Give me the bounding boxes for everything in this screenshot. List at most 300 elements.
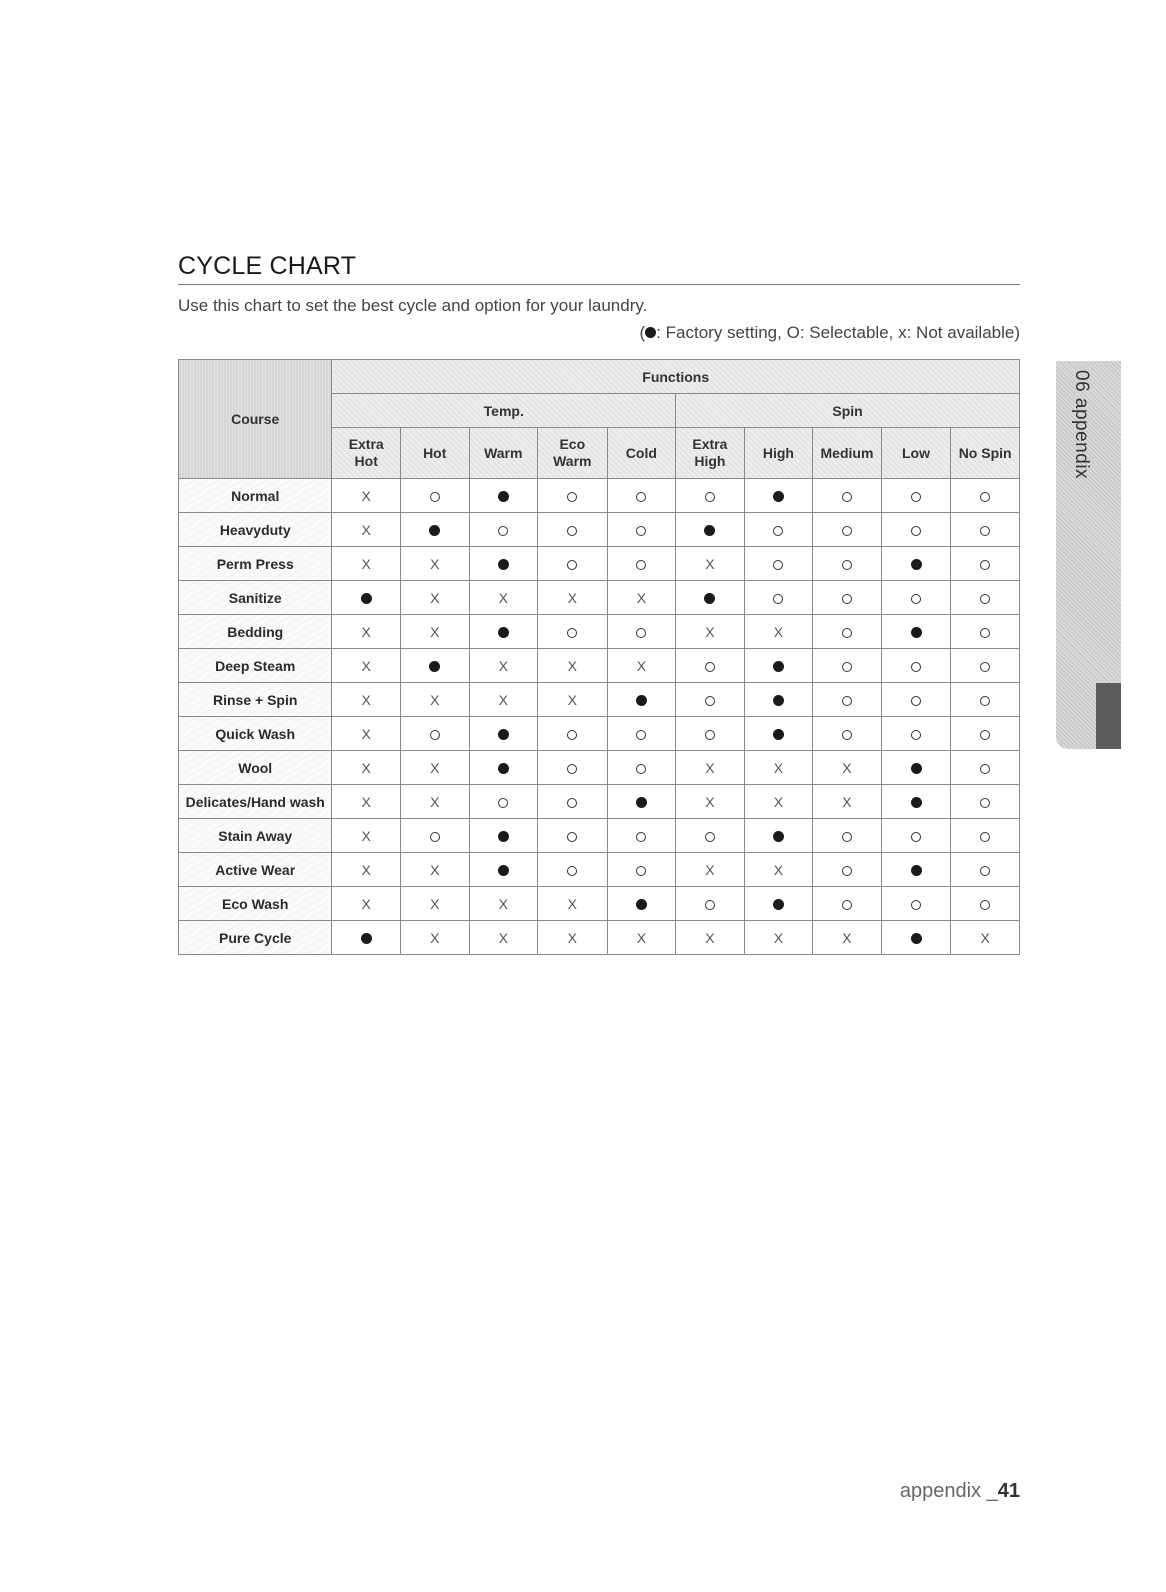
option-cell: [951, 615, 1020, 649]
functions-header: Functions: [332, 360, 1020, 394]
not-available-mark: X: [773, 759, 784, 776]
option-cell: [332, 649, 401, 683]
column-header: [332, 428, 401, 479]
not-available-mark: X: [705, 759, 715, 776]
factory-setting-dot-icon: [498, 559, 509, 570]
option-cell: [607, 921, 676, 955]
not-available-mark: X: [636, 657, 647, 674]
factory-setting-dot-icon: [429, 661, 440, 672]
course-name-cell: Wool: [179, 751, 332, 785]
column-header-line2: Warm: [553, 453, 592, 469]
option-cell: [951, 887, 1020, 921]
option-cell: [607, 479, 676, 513]
option-cell: [881, 887, 951, 921]
selectable-circle-icon: [567, 730, 577, 740]
factory-setting-dot-icon: [911, 763, 922, 774]
option-cell: [881, 581, 951, 615]
option-cell: [951, 853, 1020, 887]
course-name-cell: Delicates/Hand wash: [179, 785, 332, 819]
option-cell: [744, 547, 813, 581]
selectable-circle-icon: [980, 798, 990, 808]
not-available-mark: X: [498, 589, 508, 606]
selectable-circle-icon: [980, 764, 990, 774]
selectable-circle-icon: [567, 832, 577, 842]
not-available-mark: X: [430, 929, 440, 946]
option-cell: [469, 921, 538, 955]
course-name-cell: Rinse + Spin: [179, 683, 332, 717]
option-cell: [813, 819, 882, 853]
selectable-circle-icon: [911, 730, 921, 740]
symbol-legend: [640, 323, 1020, 343]
factory-setting-dot-icon: [498, 831, 509, 842]
option-cell: [744, 921, 813, 955]
option-cell: [469, 513, 538, 547]
option-cell: [400, 683, 469, 717]
selectable-circle-icon: [636, 628, 646, 638]
option-cell: [676, 717, 745, 751]
factory-setting-dot-icon: [429, 525, 440, 536]
page-footer: [900, 1480, 1020, 1503]
column-header-line1: Warm: [484, 444, 523, 461]
selectable-circle-icon: [567, 628, 577, 638]
option-cell: [676, 921, 745, 955]
course-name-cell: Quick Wash: [179, 717, 332, 751]
not-available-mark: X: [361, 793, 371, 810]
column-header: [744, 428, 813, 479]
option-cell: [676, 853, 745, 887]
option-cell: [332, 581, 401, 615]
column-header: [469, 428, 538, 479]
legend-selectable-symbol: O: [786, 323, 800, 342]
option-cell: [951, 581, 1020, 615]
option-cell: [813, 615, 882, 649]
table-row: [179, 615, 1020, 649]
factory-setting-dot-icon: [911, 797, 922, 808]
selectable-circle-icon: [911, 696, 921, 706]
selectable-circle-icon: [498, 798, 508, 808]
not-available-mark: X: [361, 521, 371, 538]
option-cell: [676, 581, 745, 615]
option-cell: [332, 683, 401, 717]
option-cell: [881, 479, 951, 513]
column-header-line1: Cold: [625, 444, 657, 461]
not-available-mark: X: [773, 623, 784, 640]
option-cell: [538, 581, 608, 615]
option-cell: [538, 479, 608, 513]
option-cell: [676, 819, 745, 853]
not-available-mark: X: [361, 861, 371, 878]
option-cell: [400, 547, 469, 581]
option-cell: [813, 785, 882, 819]
option-cell: [813, 547, 882, 581]
option-cell: [744, 819, 813, 853]
column-header-line2: Hot: [354, 453, 378, 469]
column-header: [881, 428, 951, 479]
option-cell: [881, 853, 951, 887]
option-cell: [332, 785, 401, 819]
column-header: [676, 428, 745, 479]
option-cell: [744, 717, 813, 751]
not-available-mark: X: [842, 929, 852, 946]
selectable-circle-icon: [911, 492, 921, 502]
option-cell: [332, 547, 401, 581]
factory-setting-dot-icon: [773, 491, 784, 502]
option-cell: [813, 751, 882, 785]
selectable-circle-icon: [842, 866, 852, 876]
option-cell: [332, 513, 401, 547]
selectable-circle-icon: [842, 526, 852, 536]
selectable-circle-icon: [911, 594, 921, 604]
factory-setting-dot-icon: [773, 831, 784, 842]
not-available-mark: X: [567, 929, 577, 946]
option-cell: [469, 751, 538, 785]
table-row: [179, 649, 1020, 683]
not-available-mark: X: [567, 691, 577, 708]
option-cell: [332, 887, 401, 921]
factory-setting-dot-icon: [911, 559, 922, 570]
option-cell: [538, 785, 608, 819]
selectable-circle-icon: [705, 696, 715, 706]
table-row: [179, 683, 1020, 717]
not-available-mark: X: [361, 623, 371, 640]
not-available-mark: X: [361, 657, 371, 674]
factory-setting-dot-icon: [498, 491, 509, 502]
spin-group-header: Spin: [676, 394, 1020, 428]
option-cell: [744, 581, 813, 615]
course-name-cell: Eco Wash: [179, 887, 332, 921]
not-available-mark: X: [842, 793, 852, 810]
not-available-mark: X: [498, 657, 508, 674]
page-title: CYCLE CHART: [178, 252, 357, 280]
option-cell: [607, 615, 676, 649]
option-cell: [538, 853, 608, 887]
not-available-mark: X: [773, 793, 784, 810]
option-cell: [538, 751, 608, 785]
factory-setting-dot-icon: [636, 899, 647, 910]
not-available-mark: X: [361, 725, 371, 742]
selectable-circle-icon: [980, 866, 990, 876]
option-cell: [400, 581, 469, 615]
legend-selectable-text: : Selectable, x: Not available): [799, 323, 1020, 342]
course-header: Course: [179, 360, 332, 479]
option-cell: [469, 479, 538, 513]
selectable-circle-icon: [636, 560, 646, 570]
option-cell: [881, 649, 951, 683]
option-cell: [951, 785, 1020, 819]
selectable-circle-icon: [911, 900, 921, 910]
option-cell: [951, 751, 1020, 785]
option-cell: [813, 479, 882, 513]
selectable-circle-icon: [842, 662, 852, 672]
option-cell: [538, 615, 608, 649]
column-header-line1: Low: [902, 444, 930, 461]
not-available-mark: X: [430, 895, 440, 912]
selectable-circle-icon: [567, 764, 577, 774]
table-row: [179, 479, 1020, 513]
not-available-mark: X: [636, 929, 647, 946]
cycle-chart-table: [178, 359, 1020, 955]
factory-setting-dot-icon: [911, 865, 922, 876]
option-cell: [469, 581, 538, 615]
option-cell: [400, 649, 469, 683]
table-row: [179, 887, 1020, 921]
selectable-circle-icon: [498, 526, 508, 536]
factory-setting-dot-icon: [361, 933, 372, 944]
option-cell: [744, 785, 813, 819]
option-cell: [744, 853, 813, 887]
selectable-circle-icon: [980, 730, 990, 740]
option-cell: [400, 785, 469, 819]
selectable-circle-icon: [980, 560, 990, 570]
table-row: [179, 785, 1020, 819]
option-cell: [813, 853, 882, 887]
option-cell: [538, 921, 608, 955]
option-cell: [538, 547, 608, 581]
selectable-circle-icon: [705, 832, 715, 842]
selectable-circle-icon: [980, 526, 990, 536]
factory-setting-dot-icon: [636, 695, 647, 706]
table-row: [179, 547, 1020, 581]
column-header: [951, 428, 1020, 479]
option-cell: [332, 751, 401, 785]
not-available-mark: X: [705, 861, 715, 878]
option-cell: [332, 853, 401, 887]
column-header-line1: Medium: [820, 444, 874, 461]
option-cell: [607, 547, 676, 581]
not-available-mark: X: [498, 691, 508, 708]
option-cell: [744, 683, 813, 717]
option-cell: [881, 751, 951, 785]
selectable-circle-icon: [773, 526, 783, 536]
selectable-circle-icon: [705, 730, 715, 740]
selectable-circle-icon: [980, 832, 990, 842]
option-cell: [813, 921, 882, 955]
option-cell: [400, 479, 469, 513]
option-cell: [676, 887, 745, 921]
not-available-mark: X: [498, 895, 508, 912]
course-name-cell: Bedding: [179, 615, 332, 649]
selectable-circle-icon: [842, 492, 852, 502]
option-cell: [538, 717, 608, 751]
option-cell: [400, 853, 469, 887]
selectable-circle-icon: [980, 492, 990, 502]
course-name-cell: Stain Away: [179, 819, 332, 853]
column-header-line1: No Spin: [958, 444, 1012, 461]
option-cell: [676, 785, 745, 819]
column-header-line1: Hot: [423, 444, 447, 461]
table-row: [179, 921, 1020, 955]
option-cell: [538, 887, 608, 921]
selectable-circle-icon: [842, 594, 852, 604]
not-available-mark: X: [430, 623, 440, 640]
not-available-mark: X: [430, 759, 440, 776]
column-header: [813, 428, 882, 479]
factory-setting-dot-icon: [911, 627, 922, 638]
option-cell: [744, 513, 813, 547]
option-cell: [676, 751, 745, 785]
option-cell: [881, 819, 951, 853]
option-cell: [400, 751, 469, 785]
factory-setting-dot-icon: [704, 525, 715, 536]
selectable-circle-icon: [567, 798, 577, 808]
table-row: [179, 853, 1020, 887]
option-cell: [676, 683, 745, 717]
option-cell: [744, 887, 813, 921]
not-available-mark: X: [430, 589, 440, 606]
option-cell: [469, 785, 538, 819]
option-cell: [607, 683, 676, 717]
course-name-cell: Heavyduty: [179, 513, 332, 547]
selectable-circle-icon: [842, 900, 852, 910]
selectable-circle-icon: [430, 730, 440, 740]
option-cell: [607, 513, 676, 547]
legend-factory-text: : Factory setting,: [656, 323, 787, 342]
selectable-circle-icon: [980, 662, 990, 672]
page-subtitle: Use this chart to set the best cycle and option for your laundry.: [178, 296, 648, 315]
option-cell: [676, 513, 745, 547]
option-cell: [881, 921, 951, 955]
selectable-circle-icon: [773, 560, 783, 570]
selectable-circle-icon: [636, 730, 646, 740]
option-cell: [744, 649, 813, 683]
not-available-mark: X: [361, 827, 371, 844]
option-cell: [813, 887, 882, 921]
selectable-circle-icon: [636, 764, 646, 774]
selectable-circle-icon: [911, 832, 921, 842]
selectable-circle-icon: [705, 662, 715, 672]
option-cell: [744, 751, 813, 785]
option-cell: [538, 683, 608, 717]
option-cell: [400, 887, 469, 921]
course-name-cell: Sanitize: [179, 581, 332, 615]
factory-setting-dot-icon: [498, 627, 509, 638]
option-cell: [607, 581, 676, 615]
course-name-cell: Pure Cycle: [179, 921, 332, 955]
column-header-line1: Eco: [559, 436, 586, 452]
temp-group-header: Temp.: [332, 394, 676, 428]
selectable-circle-icon: [842, 696, 852, 706]
factory-setting-dot-icon: [704, 593, 715, 604]
selectable-circle-icon: [980, 594, 990, 604]
option-cell: [676, 479, 745, 513]
course-name-cell: Active Wear: [179, 853, 332, 887]
option-cell: [951, 921, 1020, 955]
not-available-mark: X: [361, 691, 371, 708]
factory-setting-dot-icon: [773, 899, 784, 910]
selectable-circle-icon: [705, 900, 715, 910]
selectable-circle-icon: [636, 832, 646, 842]
not-available-mark: X: [705, 793, 715, 810]
option-cell: [951, 513, 1020, 547]
factory-setting-dot-icon: [911, 933, 922, 944]
option-cell: [744, 615, 813, 649]
factory-setting-dot-icon: [498, 729, 509, 740]
option-cell: [607, 853, 676, 887]
not-available-mark: X: [705, 929, 715, 946]
option-cell: [469, 649, 538, 683]
option-cell: [469, 887, 538, 921]
page-number: 41: [997, 1480, 1020, 1502]
option-cell: [676, 615, 745, 649]
not-available-mark: X: [705, 555, 715, 572]
not-available-mark: X: [361, 895, 371, 912]
option-cell: [538, 513, 608, 547]
not-available-mark: X: [773, 861, 784, 878]
factory-setting-dot-icon: [498, 763, 509, 774]
selectable-circle-icon: [980, 628, 990, 638]
selectable-circle-icon: [842, 560, 852, 570]
option-cell: [332, 819, 401, 853]
course-name-cell: Deep Steam: [179, 649, 332, 683]
option-cell: [607, 717, 676, 751]
not-available-mark: X: [361, 555, 371, 572]
option-cell: [607, 751, 676, 785]
column-header: [400, 428, 469, 479]
option-cell: [813, 717, 882, 751]
factory-setting-dot-icon: [361, 593, 372, 604]
selectable-circle-icon: [773, 594, 783, 604]
selectable-circle-icon: [980, 900, 990, 910]
option-cell: [469, 615, 538, 649]
option-cell: [607, 785, 676, 819]
option-cell: [332, 921, 401, 955]
option-cell: [951, 819, 1020, 853]
option-cell: [951, 479, 1020, 513]
option-cell: [332, 615, 401, 649]
not-available-mark: X: [980, 929, 990, 946]
legend-open-paren: (: [639, 323, 646, 342]
option-cell: [538, 649, 608, 683]
option-cell: [469, 819, 538, 853]
option-cell: [813, 581, 882, 615]
option-cell: [400, 615, 469, 649]
option-cell: [951, 683, 1020, 717]
table-row: [179, 751, 1020, 785]
column-header-line1: High: [762, 444, 794, 461]
option-cell: [676, 547, 745, 581]
course-name-cell: Normal: [179, 479, 332, 513]
option-cell: [881, 513, 951, 547]
option-cell: [813, 649, 882, 683]
option-cell: [538, 819, 608, 853]
selectable-circle-icon: [636, 492, 646, 502]
footer-section: appendix _: [899, 1480, 998, 1502]
table-row: [179, 581, 1020, 615]
not-available-mark: X: [430, 691, 440, 708]
option-cell: [400, 921, 469, 955]
factory-setting-dot-icon: [636, 797, 647, 808]
not-available-mark: X: [361, 759, 371, 776]
option-cell: [881, 785, 951, 819]
column-header: [607, 428, 676, 479]
option-cell: [744, 479, 813, 513]
option-cell: [813, 513, 882, 547]
not-available-mark: X: [430, 861, 440, 878]
not-available-mark: X: [842, 759, 852, 776]
selectable-circle-icon: [636, 526, 646, 536]
option-cell: [676, 649, 745, 683]
selectable-circle-icon: [567, 866, 577, 876]
option-cell: [469, 547, 538, 581]
option-cell: [332, 717, 401, 751]
not-available-mark: X: [567, 589, 577, 606]
option-cell: [607, 649, 676, 683]
title-divider: [178, 284, 1020, 285]
selectable-circle-icon: [911, 526, 921, 536]
not-available-mark: X: [567, 657, 577, 674]
option-cell: [881, 547, 951, 581]
chapter-tab-marker: [1096, 683, 1121, 749]
